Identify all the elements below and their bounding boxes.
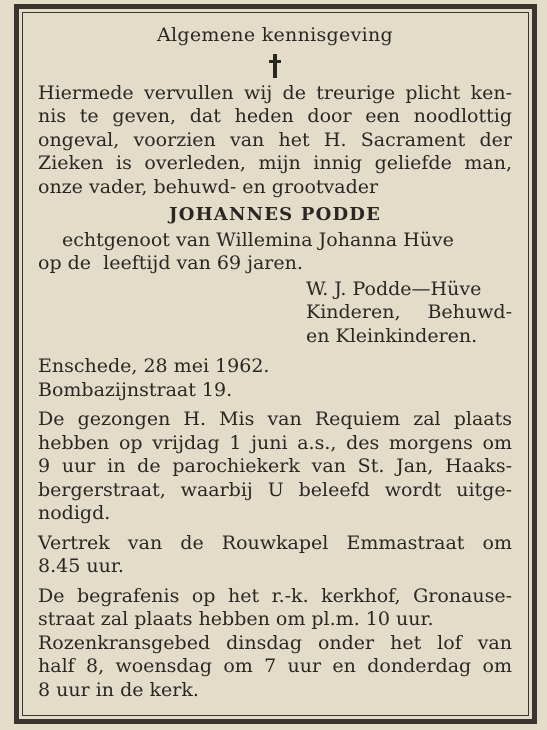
intro-line: ongeval, voorzien van het H. Sacrament der bbox=[38, 128, 512, 151]
signatory-line: en Kleinkinderen. bbox=[306, 324, 478, 347]
funeral-line: De begrafenis op het r.-k. kerkhof, Gronause- bbox=[38, 584, 512, 607]
funeral-line: 8 uur in de kerk. bbox=[38, 678, 199, 701]
intro-line: Zieken is overleden, mijn innig geliefde man, bbox=[38, 152, 512, 174]
mass-paragraph bbox=[38, 408, 512, 526]
mass-line: bergerstraat, waarbij U beleefd wordt uitge- bbox=[38, 478, 512, 501]
age-line: op de leeftijd van 69 jaren. bbox=[38, 252, 303, 274]
funeral-line: Rozenkransgebed dinsdag onder het lof van bbox=[38, 631, 512, 654]
signatory-line: W. J. Podde—Hüve bbox=[306, 277, 482, 300]
intro-line: onze vader, behuwd- en grootvader bbox=[38, 175, 379, 198]
signatory-line: Kinderen, Behuwd- bbox=[306, 301, 512, 323]
departure-line: 8.45 uur. bbox=[38, 555, 124, 577]
mass-line: De gezongen H. Mis van Requiem zal plaats bbox=[38, 408, 512, 430]
address: Bombazijnstraat 19. bbox=[38, 378, 233, 401]
mass-line: 9 uur in de parochiekerk van St. Jan, Haaks- bbox=[38, 455, 512, 477]
intro-line: nis te geven, dat heden door een noodlottig bbox=[38, 105, 512, 127]
funeral-line: straat zal plaats hebben om pl.m. 10 uur. bbox=[38, 608, 434, 630]
notice-body bbox=[38, 20, 512, 702]
departure-paragraph bbox=[38, 532, 512, 579]
intro-paragraph bbox=[38, 82, 512, 200]
signatories bbox=[306, 278, 512, 349]
mass-line: nodigd. bbox=[38, 502, 111, 524]
funeral-paragraph bbox=[38, 585, 512, 703]
funeral-line: half 8, woensdag om 7 uur en donderdag om bbox=[38, 655, 512, 677]
intro-line: Hiermede vervullen wij de treurige plicht ken- bbox=[38, 81, 512, 104]
notice-heading: Algemene kennisgeving bbox=[157, 24, 393, 46]
mass-line: hebben op vrijdag 1 juni a.s., des morgens om bbox=[38, 431, 512, 454]
spouse-line: echtgenoot van Willemina Johanna Hüve bbox=[62, 228, 454, 251]
latin-cross-icon bbox=[269, 54, 281, 78]
departure-line: Vertrek van de Rouwkapel Emmastraat om bbox=[38, 531, 512, 554]
place-date: Enschede, 28 mei 1962. bbox=[38, 355, 270, 377]
deceased-name: JOHANNES PODDE bbox=[168, 204, 381, 225]
